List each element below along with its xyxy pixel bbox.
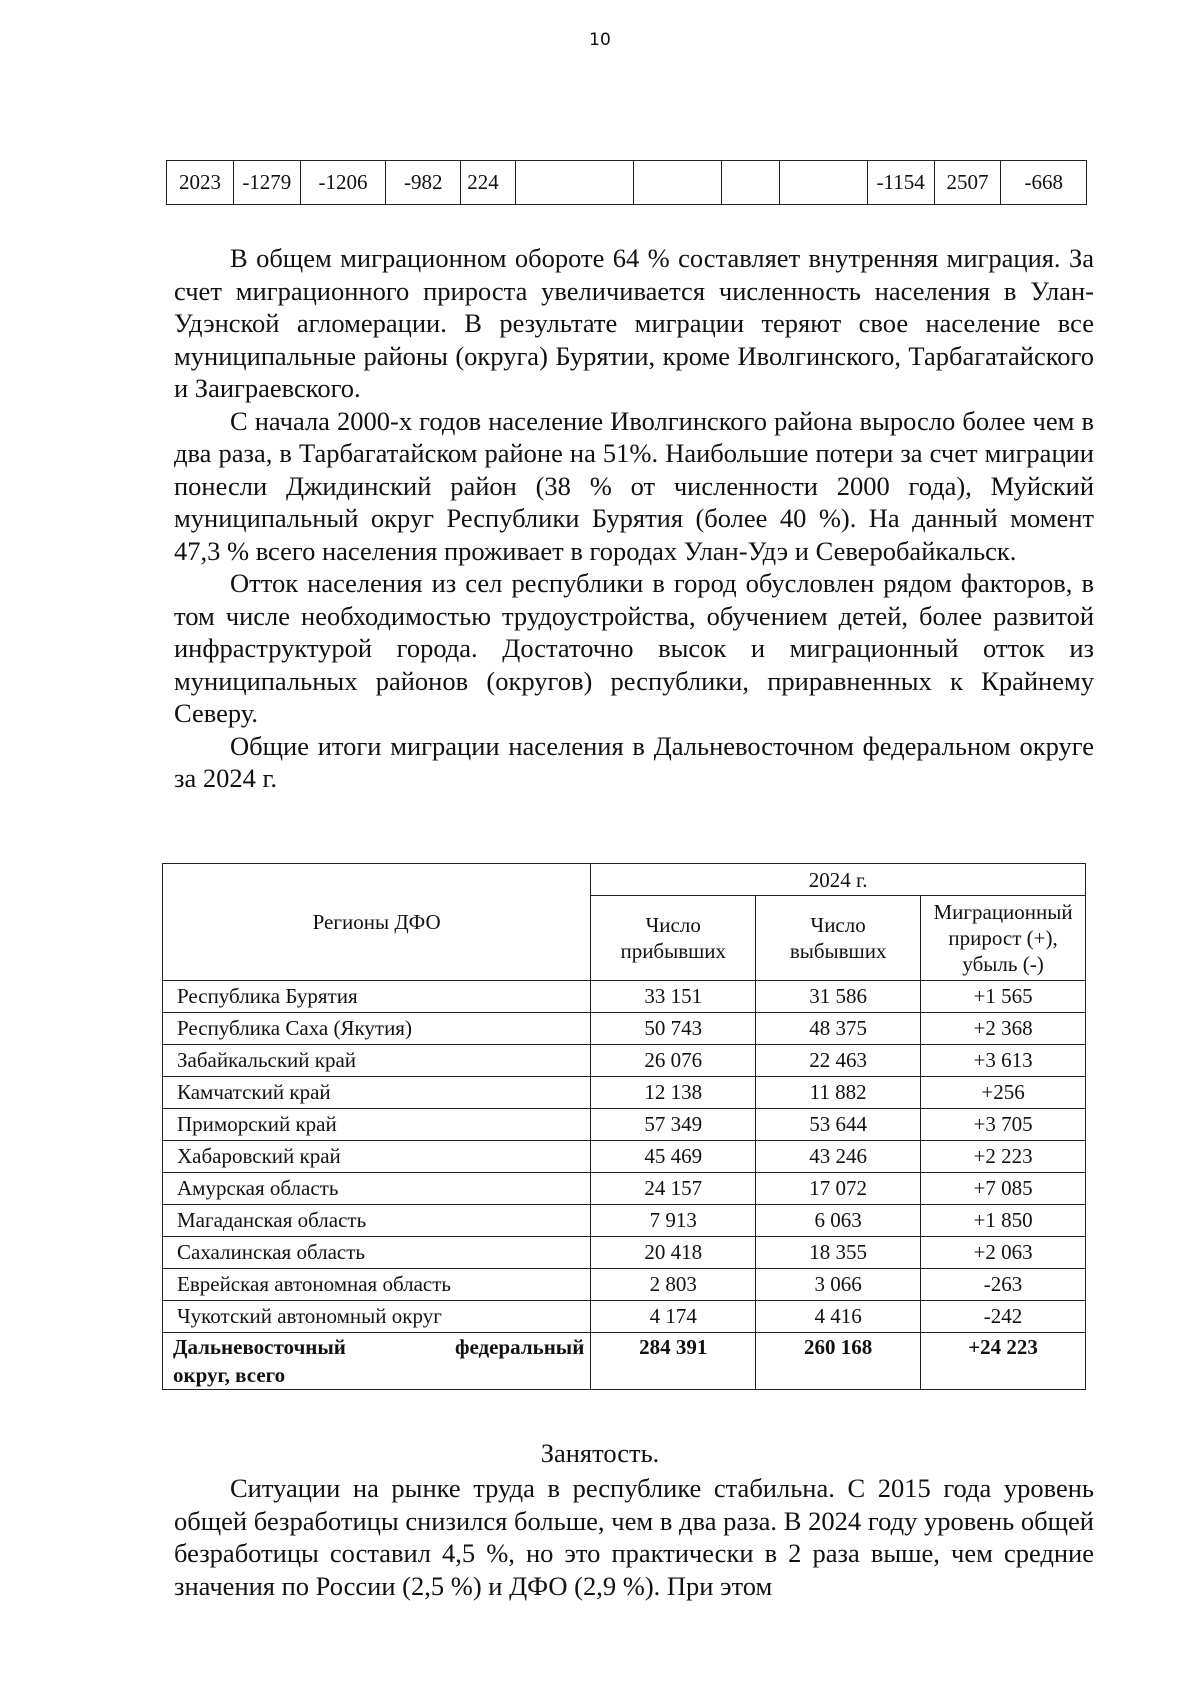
table-row: [163, 1141, 1086, 1173]
growth-value: +256: [921, 1077, 1086, 1109]
departed-value: 43 246: [756, 1141, 921, 1173]
total-row: [163, 1333, 1086, 1390]
growth-value: +2 223: [921, 1141, 1086, 1173]
paragraph: С начала 2000-х годов население Иволгинского района выросло более чем в два раза, в Тарбагатайском районе на 51%. Наибольшие потери за счет миграции понесли Джидинский район (38 % от численности 2000 года), Муйский муниципальный округ Республики Бурятия (более 40 %). На данный момент 47,3 % всего населения проживает в городах Улан-Удэ и Северобайкальск.: [174, 405, 1094, 566]
section-title: Занятость.: [540, 1438, 660, 1468]
total-growth-value: +24 223: [921, 1333, 1086, 1390]
arrived-value: 33 151: [591, 981, 756, 1013]
arrived-value: 24 157: [591, 1173, 756, 1205]
total-arrived-value: 284 391: [591, 1333, 756, 1390]
total-region-name: [163, 1333, 591, 1390]
growth-value: -263: [921, 1269, 1086, 1301]
total-region-word: федеральный: [454, 1335, 585, 1359]
growth-value: +1 565: [921, 981, 1086, 1013]
table-cell: [721, 161, 780, 205]
header-region: Регионы ДФО: [163, 864, 591, 981]
arrived-value: 7 913: [591, 1205, 756, 1237]
growth-value: +3 613: [921, 1045, 1086, 1077]
table-cell: 2023: [167, 161, 234, 205]
region-name: Сахалинская область: [163, 1237, 591, 1269]
dfo-migration-table: [162, 863, 1086, 1390]
arrived-value: 50 743: [591, 1013, 756, 1045]
table-cell: [780, 161, 867, 205]
departed-value: 22 463: [756, 1045, 921, 1077]
departed-value: 4 416: [756, 1301, 921, 1333]
departed-value: 31 586: [756, 981, 921, 1013]
table-cell: 2507: [934, 161, 1001, 205]
paragraph: В общем миграционном обороте 64 % составляет внутренняя миграция. За счет миграционного прироста увеличивается численность населения в Улан-Удэнской агломерации. В результате миграции теряют свое население все муниципальные районы (округа) Бурятии, кроме Иволгинского, Тарбагатайского и Заиграевского.: [174, 243, 1094, 403]
paragraph: Ситуации на рынке труда в республике стабильна. С 2015 года уровень общей безработицы снизился больше, чем в два раза. В 2024 году уровень общей безработицы составил 4,5 %, но это практически в 2 раза выше, чем средние значения по России (2,5 %) и ДФО (2,9 %). При этом: [174, 1473, 1094, 1601]
total-departed-value: 260 168: [756, 1333, 921, 1390]
region-name: Республика Саха (Якутия): [163, 1013, 591, 1045]
table-row: [163, 1077, 1086, 1109]
table-row: [163, 981, 1086, 1013]
departed-value: 48 375: [756, 1013, 921, 1045]
arrived-value: 4 174: [591, 1301, 756, 1333]
growth-value: -242: [921, 1301, 1086, 1333]
region-name: Хабаровский край: [163, 1141, 591, 1173]
table-row: [167, 161, 1087, 205]
total-region-line: [173, 1333, 584, 1361]
table-row: [163, 1237, 1086, 1269]
migration-table-continuation: [166, 160, 1087, 205]
departed-value: 6 063: [756, 1205, 921, 1237]
header-growth: Миграционный прирост (+), убыль (-): [921, 896, 1086, 981]
body-text-bottom: [174, 1472, 1094, 1602]
region-name: Забайкальский край: [163, 1045, 591, 1077]
departed-value: 17 072: [756, 1173, 921, 1205]
arrived-value: 2 803: [591, 1269, 756, 1301]
table-cell: -1206: [300, 161, 385, 205]
region-name: Еврейская автономная область: [163, 1269, 591, 1301]
growth-value: +2 063: [921, 1237, 1086, 1269]
departed-value: 18 355: [756, 1237, 921, 1269]
departed-value: 53 644: [756, 1109, 921, 1141]
growth-value: +1 850: [921, 1205, 1086, 1237]
region-name: Магаданская область: [163, 1205, 591, 1237]
table-cell: -1154: [867, 161, 934, 205]
table-row: [163, 1013, 1086, 1045]
table-row: [163, 1205, 1086, 1237]
total-region-word: Дальневосточный: [173, 1335, 346, 1359]
growth-value: +2 368: [921, 1013, 1086, 1045]
growth-value: +3 705: [921, 1109, 1086, 1141]
departed-value: 11 882: [756, 1077, 921, 1109]
arrived-value: 20 418: [591, 1237, 756, 1269]
region-name: Амурская область: [163, 1173, 591, 1205]
table-row: [163, 1173, 1086, 1205]
region-name: Республика Бурятия: [163, 981, 591, 1013]
header-year: 2024 г.: [591, 864, 1086, 896]
region-name: Камчатский край: [163, 1077, 591, 1109]
page-number: 10: [589, 30, 611, 50]
region-name: Приморский край: [163, 1109, 591, 1141]
table-cell: -982: [386, 161, 461, 205]
header-departed: Число выбывших: [756, 896, 921, 981]
arrived-value: 45 469: [591, 1141, 756, 1173]
table-row: [163, 1109, 1086, 1141]
body-text-top: [174, 242, 1094, 795]
arrived-value: 57 349: [591, 1109, 756, 1141]
table-cell: 224: [461, 161, 516, 205]
table-cell: [634, 161, 721, 205]
arrived-value: 12 138: [591, 1077, 756, 1109]
table-row: [163, 1301, 1086, 1333]
table-cell: -1279: [233, 161, 300, 205]
header-arrived: Число прибывших: [591, 896, 756, 981]
region-name: Чукотский автономный округ: [163, 1301, 591, 1333]
total-region-line: округ, всего: [173, 1363, 286, 1387]
paragraph: Общие итоги миграции населения в Дальневосточном федеральном округе за 2024 г.: [174, 730, 1094, 793]
table-header-row: [163, 864, 1086, 896]
departed-value: 3 066: [756, 1269, 921, 1301]
paragraph: Отток населения из сел республики в город обусловлен рядом факторов, в том числе необходимостью трудоустройства, обучением детей, более развитой инфраструктурой города. Достаточно высок и миграционный отток из муниципальных районов (округов) республики, приравненных к Крайнему Северу.: [174, 568, 1094, 728]
table-row: [163, 1269, 1086, 1301]
table-row: [163, 1045, 1086, 1077]
growth-value: +7 085: [921, 1173, 1086, 1205]
arrived-value: 26 076: [591, 1045, 756, 1077]
table-cell: [515, 161, 633, 205]
table-cell: -668: [1001, 161, 1087, 205]
